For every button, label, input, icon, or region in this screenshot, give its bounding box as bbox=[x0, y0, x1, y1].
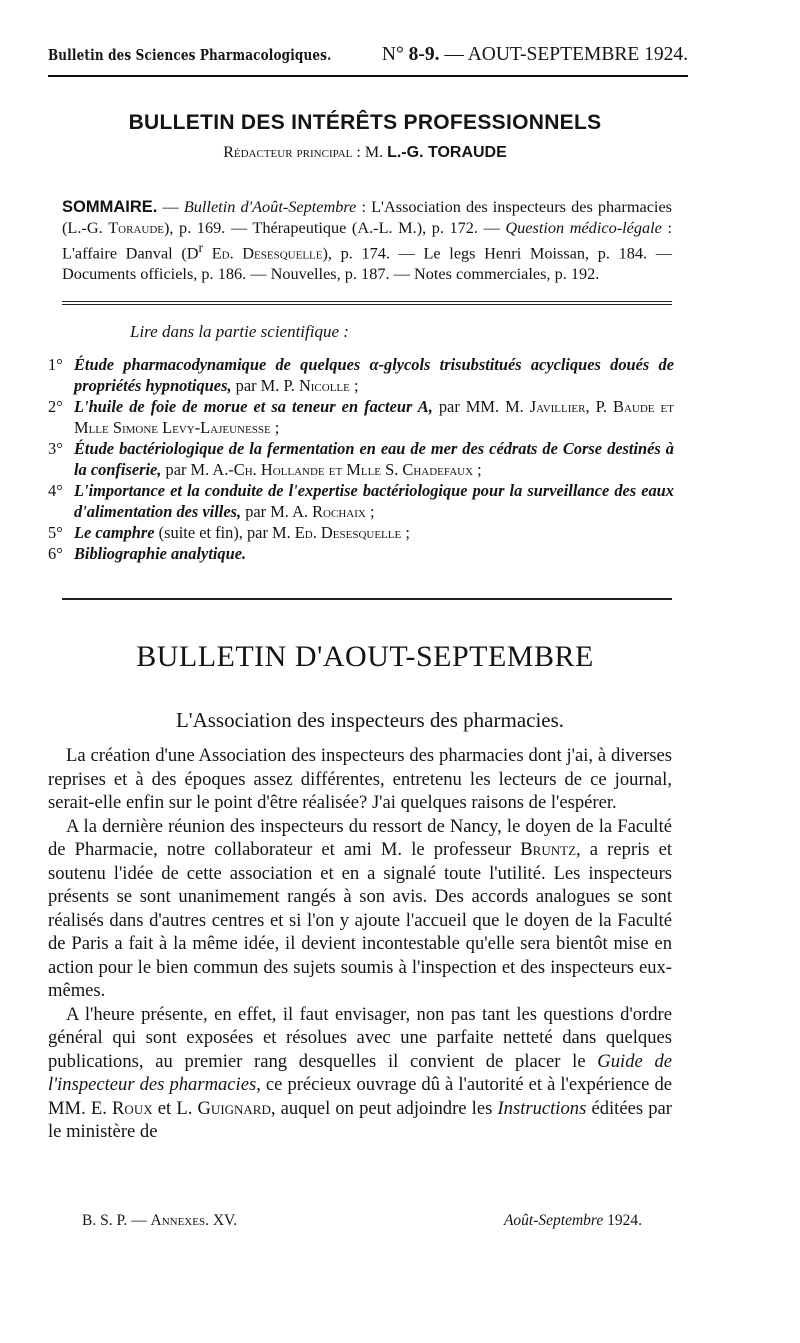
item-authors: Nicolle bbox=[298, 376, 350, 395]
header-rule bbox=[48, 75, 688, 77]
item-title: Le camphre bbox=[74, 523, 155, 542]
text: et L. bbox=[152, 1097, 198, 1119]
text: A l'heure présente, en effet, il faut envisager, non pas tant les questions d'ordre général qui sont exposées et résolues avec une parfaite netteté dans quelques publications, au premier rang desquelles il convient de placer le bbox=[48, 1003, 672, 1072]
text: , ce précieux ouvrage dû à l'autorité et à l'expérience de MM. E. bbox=[48, 1074, 673, 1119]
footer-left bbox=[82, 1212, 237, 1230]
item-number: 2° bbox=[48, 397, 63, 416]
item-text bbox=[74, 522, 674, 543]
item-number: 6° bbox=[48, 544, 63, 563]
author-name: Bruntz bbox=[520, 839, 577, 860]
scientific-item bbox=[48, 522, 674, 543]
section-title: BULLETIN DES INTÉRÊTS PROFESSIONNELS bbox=[128, 111, 602, 134]
article-subtitle: L'Association des inspecteurs des pharmacies. bbox=[175, 708, 565, 732]
sommaire-text: : L'affaire Danval (D bbox=[62, 217, 672, 263]
text: éditées par le ministère de bbox=[48, 1097, 672, 1142]
item-text bbox=[74, 354, 674, 396]
item-text: ; bbox=[473, 460, 482, 479]
item-title: Étude bactériologique de la fermentation en eau de mer des cédrats de Corse destinés à la confiserie, bbox=[74, 439, 674, 479]
item-text bbox=[74, 480, 674, 522]
footer-abbrev: B. S. P. — bbox=[82, 1212, 147, 1229]
book-title: Guide de l'inspecteur des pharmacies bbox=[48, 1050, 673, 1095]
scientific-intro: Lire dans la partie scientifique : bbox=[130, 322, 349, 341]
sommaire-text: — bbox=[157, 197, 184, 216]
item-text: ; bbox=[270, 418, 280, 437]
item-title: L'huile de foie de morue et sa teneur en facteur A, bbox=[74, 397, 433, 416]
sommaire-italic: Question médico-légale bbox=[505, 217, 662, 237]
item-title: Étude pharmacodynamique de quelques α-glycols trisubstitués acycliques doués de propriétés hypnotiques, bbox=[74, 355, 674, 395]
item-number: 1° bbox=[48, 355, 63, 374]
editor-line bbox=[0, 144, 730, 162]
sommaire-text: : L'Association des inspecteurs des pharmacies (L.-G. bbox=[62, 197, 673, 237]
editor-initial: M. bbox=[364, 144, 384, 161]
sommaire-author: Ed. Desesquelle bbox=[211, 243, 323, 263]
issue-prefix: N° bbox=[381, 44, 404, 65]
article-title: BULLETIN D'AOUT-SEPTEMBRE bbox=[136, 640, 594, 673]
running-head bbox=[48, 44, 688, 70]
footer-period: Août-Septembre bbox=[503, 1212, 604, 1229]
sommaire-text bbox=[203, 243, 212, 262]
author-name: Guignard bbox=[197, 1097, 271, 1119]
issue-info bbox=[382, 44, 688, 66]
scientific-item bbox=[48, 396, 674, 438]
item-text: par M. P. bbox=[231, 376, 299, 395]
item-title: Bibliographie analytique. bbox=[74, 544, 247, 563]
book-title: Instructions bbox=[497, 1097, 587, 1119]
editor-name: L.-G. TORAUDE bbox=[387, 144, 507, 161]
paragraph bbox=[48, 1003, 672, 1144]
item-text: ; bbox=[401, 523, 410, 542]
item-text bbox=[74, 543, 674, 564]
scientific-item bbox=[48, 438, 674, 480]
item-title: L'importance et la conduite de l'expertise bactériologique pour la surveillance des eaux d'alimentation des villes, bbox=[74, 481, 674, 521]
text: A la dernière réunion des inspecteurs du ressort de Nancy, le doyen de la Faculté de Pharmacie, notre collaborateur et ami M. le professeur bbox=[48, 815, 672, 860]
paragraph bbox=[48, 815, 672, 1003]
sommaire-sup: r bbox=[198, 240, 204, 255]
sommaire-author: Toraude bbox=[108, 217, 165, 237]
sommaire-label: SOMMAIRE. bbox=[62, 198, 158, 216]
item-authors: Javillier, P. Baude et Mlle Simone Levy-Lajeunesse bbox=[74, 397, 674, 437]
sommaire-text: ), p. 174. — Le legs Henri Moissan, p. 184. — Documents officiels, p. 186. — Nouvelles, p. 187. — Notes commerciales, p. 192. bbox=[62, 243, 672, 283]
item-text: par MM. M. bbox=[432, 397, 530, 416]
text: , a repris et soutenu l'idée de cette association et en a signalé toute l'utilité. Les inspecteurs présents se sont unanimement rangés à son avis. Des accords analogues se sont réalisés dans d'autres centres et si l'on y ajoute l'accueil que le doyen de la Faculté de Paris a fait à la même idée, il devient incontestable qu'elle sera bientôt mise en action pour le bien commun des sujets soumis à l'inspection et des inspecteurs eux-mêmes. bbox=[48, 839, 672, 1001]
item-number: 5° bbox=[48, 523, 63, 542]
paragraph: La création d'une Association des inspecteurs des pharmacies dont j'ai, à diverses reprises et à des époques assez différentes, entretenu les lecteurs de ce journal, serait-elle enfin sur le point d'être réalisée? J'ai quelques raisons de l'espérer. bbox=[48, 745, 672, 813]
sommaire-text: ), p. 169. — Thérapeutique (A.-L. M.), p. 172. — bbox=[164, 217, 506, 237]
item-number: 3° bbox=[48, 439, 63, 458]
issue-date: — AOUT-SEPTEMBRE 1924. bbox=[444, 44, 688, 65]
journal-title: Bulletin des Sciences Pharmacologiques. bbox=[48, 46, 332, 64]
scientific-item bbox=[48, 480, 674, 522]
item-text bbox=[74, 438, 674, 480]
editor-label: Rédacteur principal : bbox=[223, 144, 361, 161]
item-authors: Rochaix bbox=[312, 502, 366, 521]
item-text bbox=[74, 396, 674, 438]
item-number: 4° bbox=[48, 481, 63, 500]
article-body bbox=[48, 744, 672, 1144]
item-text: ; bbox=[365, 502, 375, 521]
item-authors: Ed. Desesquelle bbox=[294, 523, 402, 542]
item-text: par M. A.- bbox=[161, 460, 234, 479]
scientific-list bbox=[48, 354, 674, 564]
footer-year: 1924. bbox=[607, 1212, 642, 1229]
scientific-item bbox=[48, 543, 674, 564]
item-text: ; bbox=[349, 376, 359, 395]
sommaire-italic: Bulletin d'Août-Septembre bbox=[183, 197, 357, 216]
footer-right bbox=[504, 1212, 642, 1230]
text: , auquel on peut adjoindre les bbox=[270, 1097, 498, 1119]
scientific-item bbox=[48, 354, 674, 396]
list-rule bbox=[62, 598, 672, 600]
sommaire bbox=[62, 197, 672, 284]
sommaire-rule bbox=[62, 301, 672, 305]
item-text: (suite et fin), par M. bbox=[154, 523, 295, 542]
item-text: par M. A. bbox=[241, 502, 313, 521]
item-authors: Ch. Hollande et Mlle S. Chadefaux bbox=[233, 460, 474, 479]
author-name: Roux bbox=[112, 1097, 153, 1119]
issue-number: 8-9. bbox=[408, 44, 440, 65]
footer-annexes: Annexes. XV. bbox=[150, 1212, 238, 1229]
